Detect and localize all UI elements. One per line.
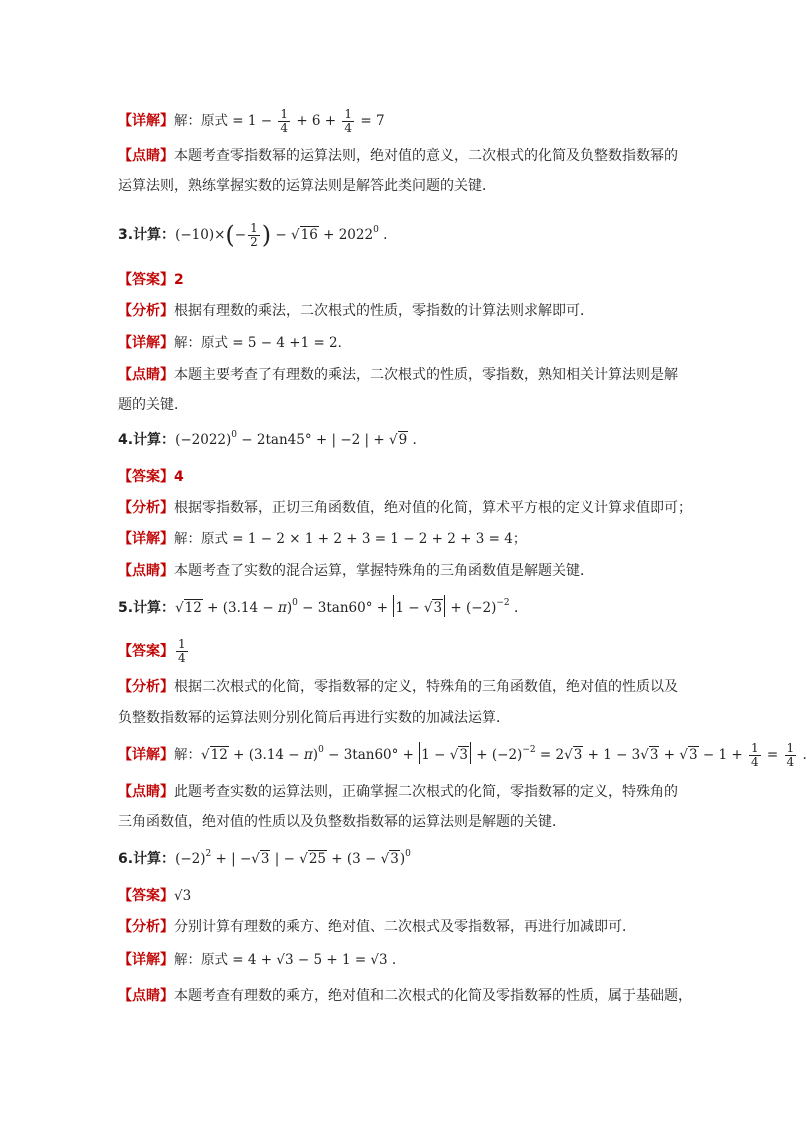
p4-comment: 【点睛】本题考查了实数的混合运算，掌握特殊角的三角函数值是解题关键． — [118, 563, 594, 579]
p3-question-math: (−10)×(− $\frac{1}{2}$ ) − $√16 + 2022^0$ . — [175, 221, 388, 249]
p6-analysis: 【分析】分别计算有理数的乘方、绝对值、二次根式及零指数幂，再进行加减即可． — [118, 919, 636, 935]
p3-question — [118, 222, 714, 249]
p6-answer-value: √3 — [174, 888, 192, 904]
p5-detail: 【详解】解：$√12 + (3.14 - \pi)^0 - 3\tan 60^\circ + 1 - √3 + (-2)^{-2} = 2√3 + 1 - 3√3 + √3 - 1$ + $\frac{1}{4}$ = $\frac{1}{4}$ . — [118, 741, 807, 769]
p2-comment-l2: 运算法则，熟练掌握实数的运算法则是解答此类问题的关键． — [118, 178, 496, 194]
p5-question: 5.计算：$√12 + (3.14 - \pi)^0 - 3\tan 60^\circ + 1 - √3 + (-2)^{-2}$ . — [118, 595, 714, 618]
p3-answer-value: 2 — [174, 272, 184, 288]
p3-comment-l2: 题的关键． — [118, 397, 188, 413]
detail-tag: 【详解】 — [118, 113, 174, 129]
p3-answer: 【答案】2 — [118, 272, 184, 288]
p6-question-math: $(-2)^2$ + | −√3 | − $√25 + (3 - √3)^0$ — [175, 849, 411, 867]
p6-detail: 【详解】解：原式 = 4 + √3 − 5 + 1 = √3 . — [118, 952, 397, 968]
p4-detail: 【详解】解：原式 = 1 − 2 × 1 + 2 + 3 = 1 − 2 + 2 + 3 = 4； — [118, 531, 527, 547]
p2-detail — [118, 108, 714, 135]
p6-answer: 【答案】√3 — [118, 888, 192, 904]
p5-analysis-l2: 负整数指数幂的运算法则分别化简后再进行实数的加减法运算． — [118, 710, 510, 726]
p6-comment: 【点睛】本题考查有理数的乘方，绝对值和二次根式的化简及零指数幂的性质，属于基础题， — [118, 988, 692, 1004]
p6-question: 6.计算：$(-2)^2$ + | −√3 | − $√25 + (3 - √3)^0$ — [118, 849, 411, 867]
p5-answer-value: $\frac{1}{4}$ — [178, 637, 186, 665]
p2-detail-math: 解：原式 = 1 − $\frac{1}{4}$ + 6 + $\frac{1}{4}$ = 7 — [174, 107, 385, 135]
p4-question: 4.计算：$(-2022)^0 - 2\tan 45^\circ$ + | −2 | + √9 . — [118, 430, 417, 448]
p3-comment: 【点睛】本题主要考查了有理数的乘法，二次根式的性质，零指数，熟知相关计算法则是解 — [118, 367, 678, 383]
p3-prompt: 计算： — [133, 227, 176, 243]
p5-comment: 【点睛】此题考查实数的运算法则，正确掌握二次根式的化简，零指数幂的定义，特殊角的 — [118, 784, 678, 800]
p2-comment-l1: 本题考查零指数幂的运算法则，绝对值的意义，二次根式的化简及负整数指数幂的 — [174, 148, 678, 164]
p4-answer: 【答案】4 — [118, 469, 184, 485]
p3-analysis: 【分析】根据有理数的乘法，二次根式的性质，零指数的计算法则求解即可． — [118, 303, 594, 319]
p5-answer: 【答案】 $\frac{1}{4}$ — [118, 637, 186, 665]
p4-question-math: $(-2022)^0 - 2\tan 45^\circ$ + | −2 | + √9 . — [175, 430, 417, 448]
p5-question-math: $√12 + (3.14 - \pi)^0 - 3\tan 60^\circ + 1 - √3 + (-2)^{-2}$ . — [175, 600, 518, 616]
p3-number: 3. — [118, 227, 134, 243]
p5-comment-l2: 三角函数值，绝对值的性质以及负整数指数幂的运算法则是解题的关键． — [118, 814, 566, 830]
p5-detail-math: 解：$√12 + (3.14 - \pi)^0 - 3\tan 60^\circ + 1 - √3 + (-2)^{-2} = 2√3 + 1 - 3√3 + √3 - 1$ + $\frac{1}{4}$ = $\frac{1}{4}$ . — [174, 741, 807, 769]
comment-tag: 【点睛】 — [118, 148, 174, 164]
p3-detail: 【详解】解：原式 = 5 − 4 +1 = 2． — [118, 335, 352, 351]
p5-analysis: 【分析】根据二次根式的化简，零指数幂的定义，特殊角的三角函数值，绝对值的性质以及 — [118, 679, 678, 695]
p4-analysis: 【分析】根据零指数幂，正切三角函数值，绝对值的化简，算术平方根的定义计算求值即可； — [118, 500, 692, 516]
p2-comment — [118, 146, 714, 166]
